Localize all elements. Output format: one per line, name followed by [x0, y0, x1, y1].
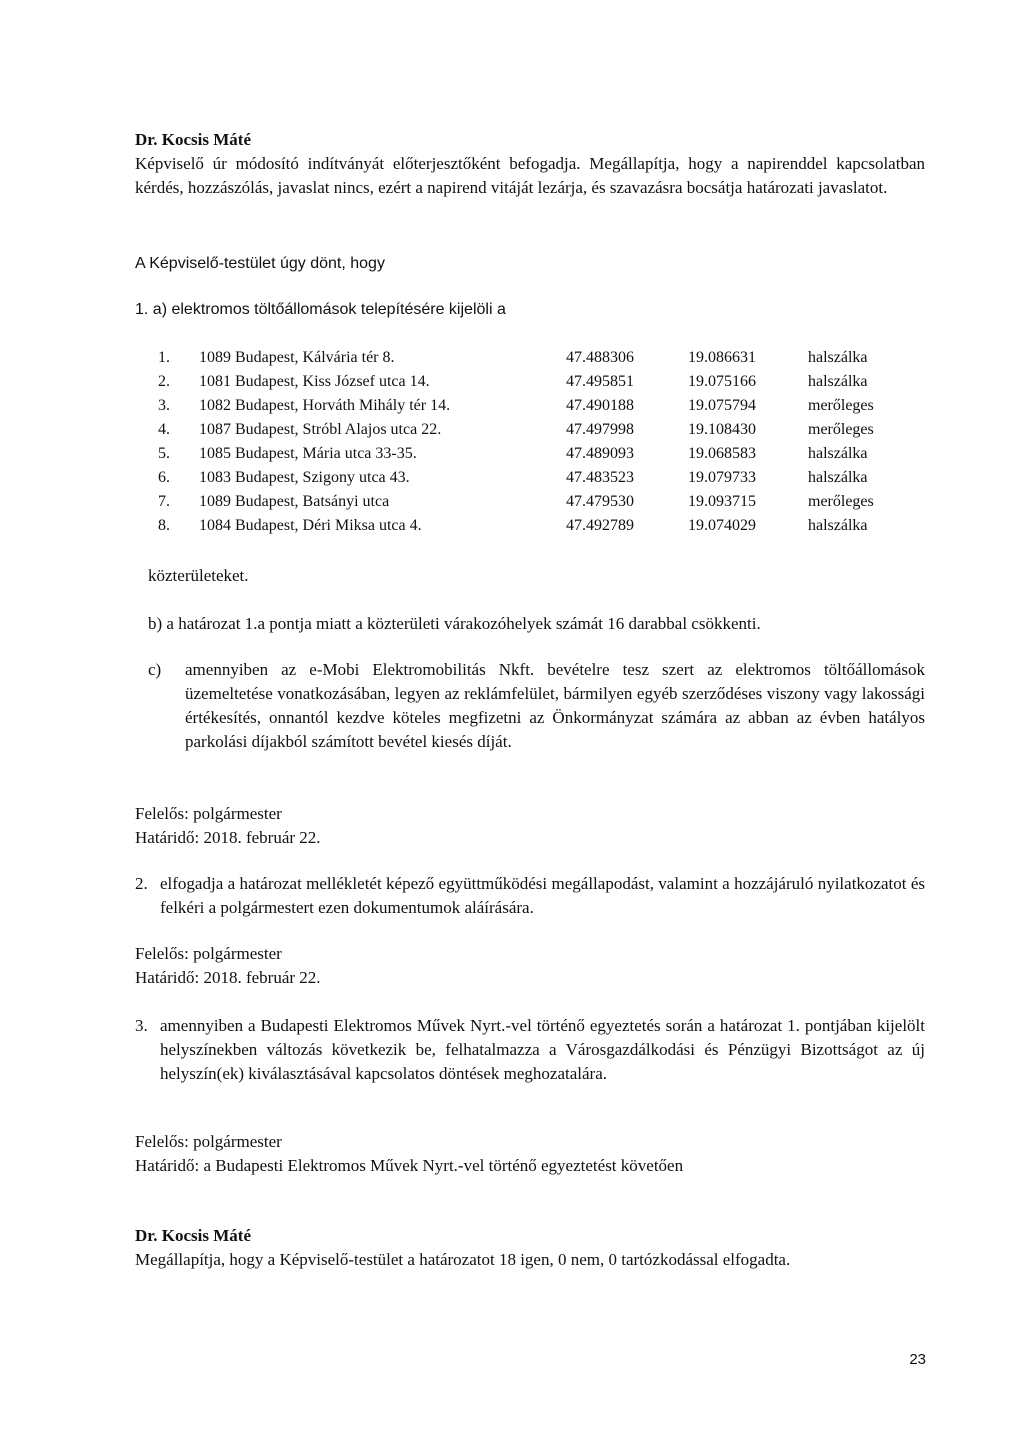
point-1c-text: amennyiben az e-Mobi Elektromobilitás Nkft. bevételre tesz szert az elektromos töltőállomások üzemeltetése vonatkozásában, legyen az reklámfelület, bármilyen egyéb szerződéses viszony vagy lakossági értékesítés, onnantól kezdve köteles megfizetni az Önkormányzat számára az abban az évben hatályos parkolási díjakból számított bevétel kiesés díját. — [185, 660, 925, 751]
kozteruleteket-text: közterületeket. — [148, 566, 249, 585]
station-longitude: 19.075166 — [688, 373, 756, 390]
speaker-name-2: Dr. Kocsis Máté — [135, 1226, 251, 1245]
station-longitude: 19.074029 — [688, 517, 756, 534]
station-latitude: 47.489093 — [566, 445, 634, 462]
station-orientation: halszálka — [808, 517, 868, 534]
station-address: 1085 Budapest, Mária utca 33-35. — [199, 445, 417, 462]
station-orientation: merőleges — [808, 493, 874, 510]
result-paragraph: Megállapítja, hogy a Képviselő-testület a határozatot 18 igen, 0 nem, 0 tartózkodással elfogadta. — [135, 1250, 791, 1269]
station-latitude: 47.483523 — [566, 469, 634, 486]
station-latitude: 47.495851 — [566, 373, 634, 390]
station-longitude: 19.079733 — [688, 469, 756, 486]
page-number: 23 — [909, 1351, 926, 1368]
station-longitude: 19.075794 — [688, 397, 756, 414]
station-address: 1089 Budapest, Kálvária tér 8. — [199, 349, 395, 366]
station-latitude: 47.479530 — [566, 493, 634, 510]
point-1b: b) a határozat 1.a pontja miatt a közterületi várakozóhelyek számát 16 darabbal csökkenti. — [148, 614, 761, 633]
station-number: 7. — [158, 493, 170, 510]
station-address: 1082 Budapest, Horváth Mihály tér 14. — [199, 397, 451, 414]
station-address: 1083 Budapest, Szigony utca 43. — [199, 469, 410, 486]
station-latitude: 47.488306 — [566, 349, 634, 366]
point-2 — [135, 872, 925, 920]
deadline-1: Határidő: 2018. február 22. — [135, 828, 321, 847]
speaker-name: Dr. Kocsis Máté — [135, 130, 251, 149]
station-longitude: 19.108430 — [688, 421, 756, 438]
station-address: 1089 Budapest, Batsányi utca — [199, 493, 390, 510]
station-address: 1087 Budapest, Stróbl Alajos utca 22. — [199, 421, 442, 438]
station-number: 6. — [158, 469, 170, 486]
station-orientation: halszálka — [808, 445, 868, 462]
station-latitude: 47.492789 — [566, 517, 634, 534]
point-3-number: 3. — [135, 1016, 148, 1035]
station-orientation: halszálka — [808, 373, 868, 390]
station-latitude: 47.497998 — [566, 421, 634, 438]
deadline-3: Határidő: a Budapesti Elektromos Művek Nyrt.-vel történő egyeztetést követően — [135, 1156, 684, 1175]
point-3 — [135, 1014, 925, 1086]
responsible-1: Felelős: polgármester — [135, 804, 282, 823]
deadline-2: Határidő: 2018. február 22. — [135, 968, 321, 987]
point-2-text: elfogadja a határozat mellékletét képező együttműködési megállapodást, valamint a hozzájáruló nyilatkozatot és felkéri a polgármestert ezen dokumentumok aláírására. — [160, 874, 925, 917]
point-2-number: 2. — [135, 874, 148, 893]
station-longitude: 19.086631 — [688, 349, 756, 366]
station-orientation: halszálka — [808, 349, 868, 366]
station-address: 1084 Budapest, Déri Miksa utca 4. — [199, 517, 422, 534]
station-address: 1081 Budapest, Kiss József utca 14. — [199, 373, 430, 390]
point-1c — [148, 658, 925, 754]
station-number: 3. — [158, 397, 170, 414]
point-1a: 1. a) elektromos töltőállomások telepítésére kijelöli a — [135, 301, 506, 318]
station-number: 1. — [158, 349, 170, 366]
station-longitude: 19.068583 — [688, 445, 756, 462]
station-orientation: merőleges — [808, 397, 874, 414]
station-number: 8. — [158, 517, 170, 534]
point-3-text: amennyiben a Budapesti Elektromos Művek Nyrt.-vel történő egyeztetés során a határozat 1. pontjában kijelölt helyszínekben változás következik be, felhatalmazza a Városgazdálkodási és Pénzügyi Bizottságot az új helyszín(ek) kiválasztásával kapcsolatos döntések meghozatalára. — [160, 1016, 925, 1083]
responsible-3: Felelős: polgármester — [135, 1132, 282, 1151]
station-latitude: 47.490188 — [566, 397, 634, 414]
station-number: 5. — [158, 445, 170, 462]
station-number: 2. — [158, 373, 170, 390]
decision-intro: A Képviselő-testület úgy dönt, hogy — [135, 255, 385, 272]
station-orientation: merőleges — [808, 421, 874, 438]
intro-paragraph: Képviselő úr módosító indítványát előterjesztőként befogadja. Megállapítja, hogy a napirenddel kapcsolatban kérdés, hozzászólás, javaslat nincs, ezért a napirend vitáját lezárja, és szavazásra bocsátja határozati javaslatot. — [135, 154, 925, 197]
station-longitude: 19.093715 — [688, 493, 756, 510]
station-number: 4. — [158, 421, 170, 438]
station-orientation: halszálka — [808, 469, 868, 486]
point-1c-label: c) — [148, 660, 162, 679]
responsible-2: Felelős: polgármester — [135, 944, 282, 963]
